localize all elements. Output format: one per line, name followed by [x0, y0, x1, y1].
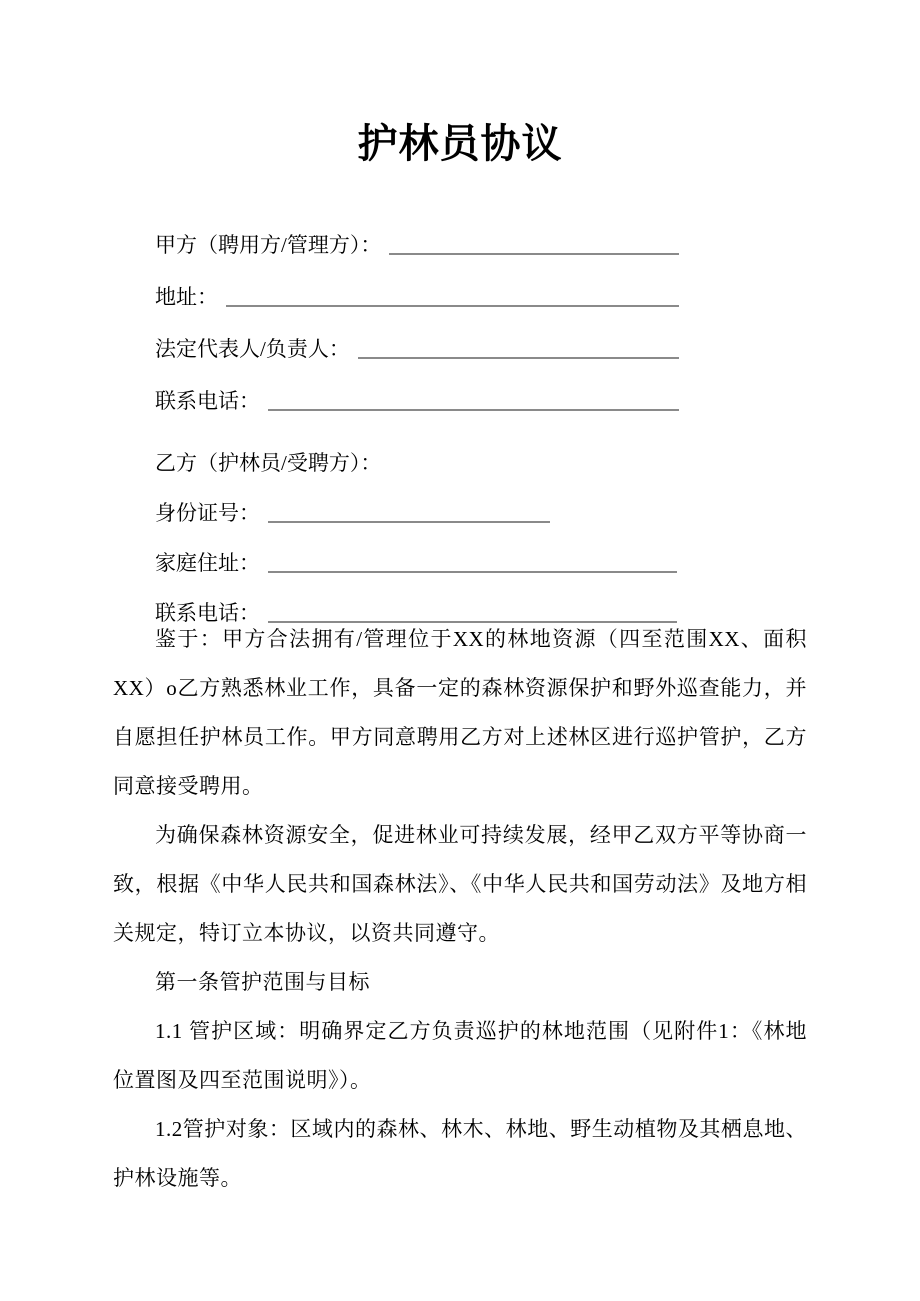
field-row-home-address: [155, 526, 677, 576]
field-row-id-number: [155, 476, 550, 526]
body-text-section: [113, 615, 807, 1203]
party-b-section: [155, 418, 677, 626]
paragraph-clause-1-2: 1.2管护对象：区域内的森林、林木、林地、野生动植物及其栖息地、护林设施等。: [113, 1117, 807, 1190]
field-row-legal-representative: [155, 310, 679, 362]
fill-in-blank-line: [268, 570, 677, 573]
fill-in-blank-line: [226, 304, 679, 307]
paragraph-purpose: 为确保森林资源安全，促进林业可持续发展，经甲乙双方平等协商一致，根据《中华人民共和国森林法》、《中华人民共和国劳动法》及地方相关规定，特订立本协议，以资共同遵守。: [113, 823, 807, 945]
fill-in-blank-line: [268, 520, 550, 523]
field-row-address: [155, 258, 679, 310]
fill-in-blank-line: [268, 408, 679, 411]
fill-in-blank-line: [358, 356, 679, 359]
field-row-party-a-name: [155, 206, 679, 258]
paragraph-whereas: 鉴于：甲方合法拥有/管理位于XX的林地资源（四至范围XX、面积XX）o乙方熟悉林业工作，具备一定的森林资源保护和野外巡查能力，并自愿担任护林员工作。甲方同意聘用乙方对上述林区进行巡护管护，乙方同意接受聘用。: [113, 627, 807, 798]
paragraph-clause-1-1: 1.1 管护区域：明确界定乙方负责巡护的林地范围（见附件1：《林地位置图及四至范围说明》）。: [113, 1019, 807, 1092]
field-row-party-b-heading: [155, 418, 677, 476]
field-label-address: 地址：: [155, 284, 218, 309]
party-a-section: [155, 206, 679, 414]
document-title: 护林员协议: [357, 121, 563, 167]
field-label-party-a: 甲方（聘用方/管理方）：: [155, 232, 382, 257]
field-label-id-number: 身份证号：: [155, 500, 260, 525]
field-label-legal-representative: 法定代表人/负责人：: [155, 336, 350, 361]
paragraph-article-1-heading: 第一条管护范围与目标: [155, 970, 370, 994]
party-b-heading: 乙方（护林员/受聘方）：: [155, 450, 382, 475]
field-label-phone-b: 联系电话：: [155, 600, 260, 625]
field-label-home-address: 家庭住址：: [155, 550, 260, 575]
fill-in-blank-line: [389, 252, 679, 255]
field-label-phone-a: 联系电话：: [155, 388, 260, 413]
field-row-phone-a: [155, 362, 679, 414]
